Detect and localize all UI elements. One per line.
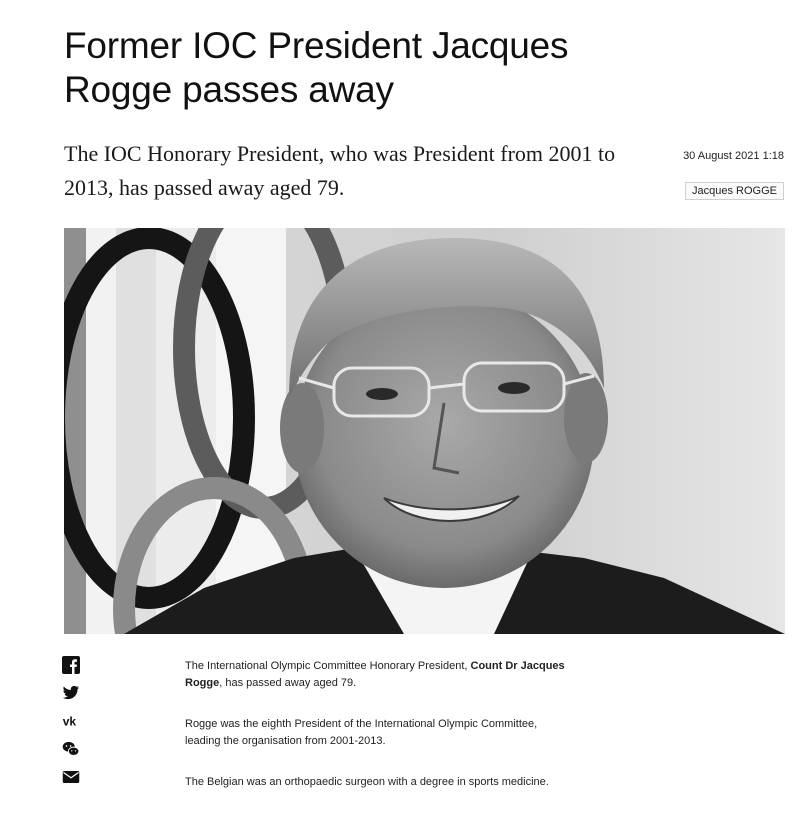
body-p1-text: The International Olympic Committee Honorary President, bbox=[185, 660, 471, 672]
body-p1-bold-name: Count Dr Jacques Rogge bbox=[185, 660, 565, 689]
tag-jacques-rogge[interactable]: Jacques ROGGE bbox=[685, 182, 784, 200]
body-paragraph-3: The Belgian was an orthopaedic surgeon with a degree in sports medicine. bbox=[185, 776, 549, 788]
vk-icon[interactable] bbox=[62, 712, 82, 732]
article-headline: Former IOC President Jacques Rogge passes away bbox=[64, 25, 569, 110]
email-icon[interactable] bbox=[62, 768, 82, 788]
body-paragraph-1 bbox=[185, 658, 565, 692]
article-body bbox=[185, 658, 565, 815]
svg-text:vk: vk bbox=[62, 714, 77, 729]
share-bar bbox=[62, 656, 86, 796]
body-p1-tail: , has passed away aged 79. bbox=[219, 677, 357, 689]
article-summary: The IOC Honorary President, who was President from 2001 to 2013, has passed away aged 79. bbox=[64, 141, 616, 200]
article-meta bbox=[683, 150, 784, 200]
article-date: 30 August 2021 1:18 bbox=[683, 150, 784, 162]
article-photo bbox=[64, 228, 785, 634]
wechat-icon[interactable] bbox=[62, 740, 82, 760]
facebook-icon[interactable] bbox=[62, 656, 82, 676]
portrait-image bbox=[64, 228, 785, 634]
body-paragraph-2: Rogge was the eighth President of the International Olympic Committee, leading the organisation from 2001-2013. bbox=[185, 718, 538, 747]
twitter-icon[interactable] bbox=[62, 684, 82, 704]
